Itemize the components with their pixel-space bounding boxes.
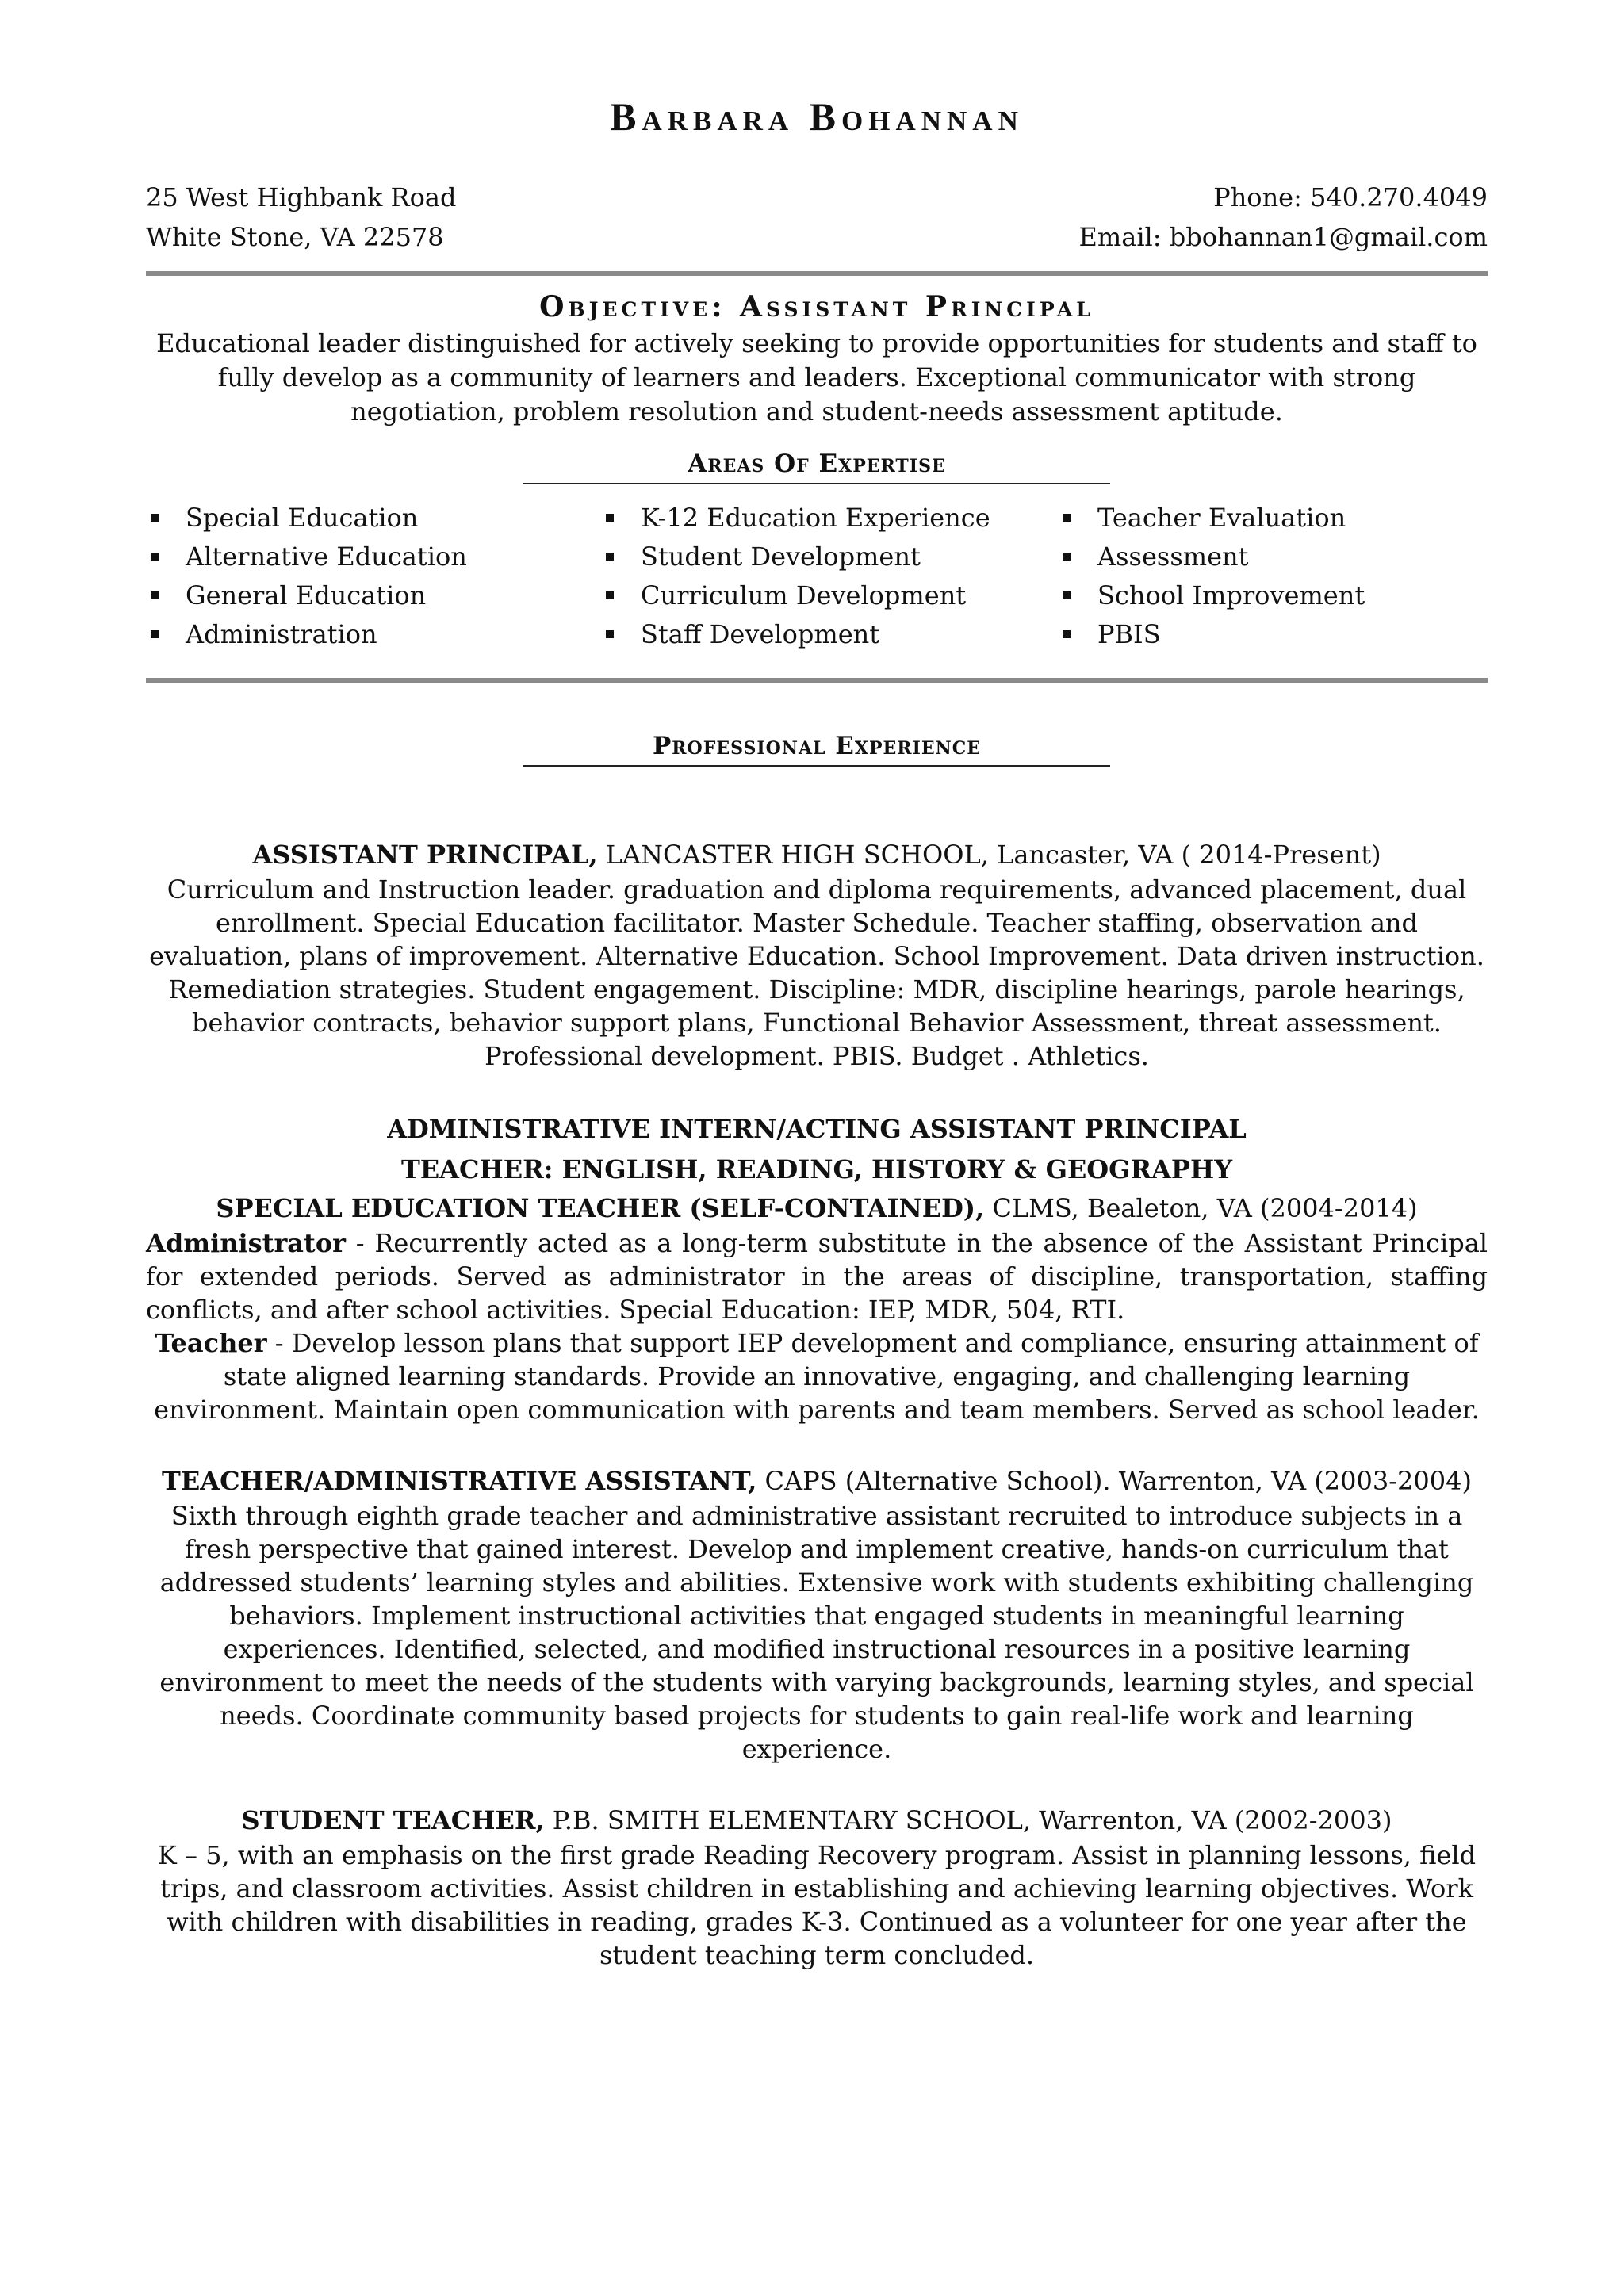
list-item: Special Education: [146, 499, 601, 538]
expertise-column-1: [146, 499, 601, 654]
teacher-text: - Develop lesson plans that support IEP development and compliance, ensuring attainment of state aligned learning standards. Provide an innovative, engaging, and challenging learning environment. Maintain open communication with parents and team members. Served as school leader.: [154, 1328, 1480, 1425]
list-item: PBIS: [1058, 615, 1486, 654]
list-item: K-12 Education Experience: [601, 499, 1058, 538]
list-item: School Improvement: [1058, 576, 1486, 615]
job-entry: [146, 1463, 1488, 1766]
job-role-line: TEACHER: ENGLISH, READING, HISTORY & GEOGRAPHY: [400, 1154, 1233, 1184]
bullet-icon: [1063, 591, 1071, 599]
bullet-icon: [151, 514, 159, 522]
job-role: TEACHER/ADMINISTRATIVE ASSISTANT,: [162, 1466, 757, 1496]
objective-heading: Objective: Assistant Principal: [539, 290, 1094, 323]
job-place: P.B. SMITH ELEMENTARY SCHOOL, Warrenton, VA (2002-2003): [544, 1805, 1392, 1835]
job-title: [146, 1802, 1488, 1839]
job-role: SPECIAL EDUCATION TEACHER (SELF-CONTAINED),: [216, 1193, 985, 1223]
objective-text: Educational leader distinguished for actively seeking to provide opportunities for students and staff to fully develop as a community of learners and leaders. Exceptional communicator with strong negotiation, problem resolution and student-needs assessment aptitude.: [156, 328, 1477, 427]
list-item: Alternative Education: [146, 538, 601, 576]
admin-text: - Recurrently acted as a long-term substitute in the absence of the Assistant Principal for extended periods. Served as administrator in the areas of discipline, transportation, staffing conflicts, and after school activities. Special Education: IEP, MDR, 504, RTI.: [146, 1228, 1488, 1325]
list-item: General Education: [146, 576, 601, 615]
teacher-description: [146, 1326, 1488, 1426]
expertise-heading: Areas Of Expertise: [523, 446, 1110, 484]
expertise-column-3: [1058, 499, 1486, 654]
list-item: Administration: [146, 615, 601, 654]
job-title: [146, 836, 1488, 873]
email-address: Email: bbohannan1@gmail.com: [1078, 222, 1488, 252]
bullet-icon: [606, 553, 614, 561]
list-item: Curriculum Development: [601, 576, 1058, 615]
job-place: LANCASTER HIGH SCHOOL, Lancaster, VA ( 2014-Present): [597, 840, 1381, 870]
contact-details: [1079, 178, 1488, 257]
job-title: [146, 1190, 1488, 1226]
address-line-1: 25 West Highbank Road: [146, 182, 457, 212]
teacher-label: Teacher: [155, 1328, 267, 1358]
contact-block: [146, 178, 1488, 257]
job-description: Sixth through eighth grade teacher and administrative assistant recruited to introduce subjects in a fresh perspective that gained interest. Develop and implement creative, hands-on curriculum that addressed students’ learning styles and abilities. Extensive work with students exhibiting challenging behaviors. Implement instructional activities that engaged students in meaningful learning experiences. Identified, selected, and modified instructional resources in a positive learning environment to meet the needs of the students with varying backgrounds, learning styles, and special needs. Coordinate community based projects for students to gain real-life work and learning experience.: [159, 1501, 1474, 1764]
admin-label: Administrator: [146, 1228, 347, 1258]
list-item: Teacher Evaluation: [1058, 499, 1486, 538]
resume-page: [146, 87, 1488, 1972]
admin-description: [146, 1226, 1488, 1326]
job-description: K – 5, with an emphasis on the first grade Reading Recovery program. Assist in planning lessons, field trips, and classroom activities. Assist children in establishing and achieving learning objectives. Work with children with disabilities in reading, grades K-3. Continued as a volunteer for one year after the student teaching term concluded.: [157, 1840, 1477, 1970]
bullet-icon: [606, 514, 614, 522]
candidate-name: Barbara Bohannan: [610, 94, 1024, 139]
job-entry: [146, 1109, 1488, 1426]
bullet-icon: [1063, 514, 1071, 522]
divider: [146, 678, 1488, 683]
expertise-column-2: [601, 499, 1058, 654]
job-title: [146, 1463, 1488, 1499]
bullet-icon: [1063, 630, 1071, 638]
job-description: Curriculum and Instruction leader. graduation and diploma requirements, advanced placement, dual enrollment. Special Education facilitator. Master Schedule. Teacher staffing, observation and evaluation, plans of improvement. Alternative Education. School Improvement. Data driven instruction. Remediation strategies. Student engagement. Discipline: MDR, discipline hearings, parole hearings, behavior contracts, behavior support plans, Functional Behavior Assessment, threat assessment. Professional development. PBIS. Budget . Athletics.: [149, 874, 1484, 1071]
job-role: STUDENT TEACHER,: [241, 1805, 545, 1835]
job-role: ASSISTANT PRINCIPAL,: [252, 840, 598, 870]
job-place: CLMS, Bealeton, VA (2004-2014): [984, 1193, 1418, 1223]
bullet-icon: [606, 630, 614, 638]
phone-number: Phone: 540.270.4049: [1213, 182, 1488, 212]
expertise-list: [146, 499, 1488, 654]
job-place: CAPS (Alternative School). Warrenton, VA (2003-2004): [756, 1466, 1472, 1496]
job-role-line: ADMINISTRATIVE INTERN/ACTING ASSISTANT PRINCIPAL: [387, 1114, 1247, 1144]
bullet-icon: [606, 591, 614, 599]
bullet-icon: [151, 591, 159, 599]
job-entry: [146, 1802, 1488, 1972]
list-item: Student Development: [601, 538, 1058, 576]
divider: [146, 271, 1488, 276]
job-entry: [146, 836, 1488, 1073]
address-line-2: White Stone, VA 22578: [146, 222, 444, 252]
list-item: Staff Development: [601, 615, 1058, 654]
bullet-icon: [151, 553, 159, 561]
experience-heading: Professional Experience: [523, 729, 1110, 767]
bullet-icon: [151, 630, 159, 638]
address-block: [146, 178, 456, 257]
bullet-icon: [1063, 553, 1071, 561]
list-item: Assessment: [1058, 538, 1486, 576]
